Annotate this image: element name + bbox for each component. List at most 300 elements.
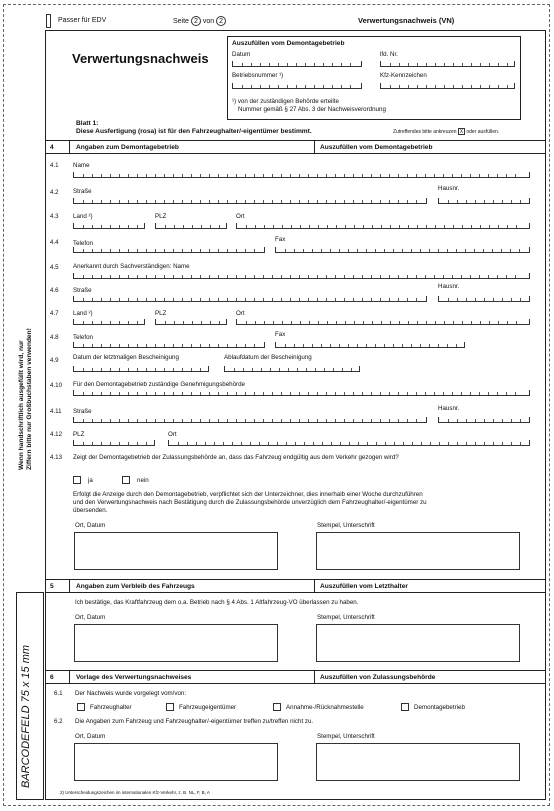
field-tick — [322, 442, 323, 445]
field-tick — [407, 200, 408, 203]
strasse-field[interactable] — [73, 198, 427, 204]
ort-field[interactable] — [236, 319, 530, 325]
field-tick — [439, 442, 440, 445]
field-tick — [323, 85, 324, 88]
field-tick — [420, 249, 421, 252]
field-tick — [443, 392, 444, 395]
field-tick — [209, 392, 210, 395]
field-tick — [209, 298, 210, 301]
field-tick — [489, 85, 490, 88]
page-indicator — [173, 16, 226, 26]
field-tick — [335, 298, 336, 301]
field-tick — [227, 392, 228, 395]
field-tick — [245, 298, 246, 301]
field-tick — [281, 200, 282, 203]
field-tick — [290, 298, 291, 301]
field-tick — [493, 442, 494, 445]
field-tick — [416, 174, 417, 177]
field-tick — [110, 321, 111, 324]
field-tick — [408, 321, 409, 324]
field-tick — [371, 298, 372, 301]
anerkannt-label: Anerkannt durch Sachverständigen: Name — [73, 263, 190, 270]
field-tick — [309, 225, 310, 228]
field-tick — [479, 392, 480, 395]
field-tick — [384, 249, 385, 252]
field-tick — [371, 174, 372, 177]
ja-checkbox[interactable] — [73, 476, 81, 484]
field-tick — [511, 200, 512, 203]
field-tick — [502, 298, 503, 301]
ort-field[interactable] — [236, 223, 530, 229]
field-tick — [308, 275, 309, 278]
field-tick — [218, 249, 219, 252]
hausnr-field[interactable] — [438, 417, 530, 423]
field-tick — [110, 298, 111, 301]
field-tick — [92, 298, 93, 301]
anerkannt-field[interactable] — [73, 273, 530, 279]
field-tick — [515, 275, 516, 278]
ort-label: Ort — [236, 310, 245, 317]
letzte-bescheinigung-field[interactable] — [73, 366, 209, 372]
field-tick — [303, 344, 304, 347]
field-tick — [306, 368, 307, 371]
field-tick — [470, 174, 471, 177]
field-tick — [497, 392, 498, 395]
field-tick — [435, 85, 436, 88]
land-field[interactable] — [73, 319, 145, 325]
field-tick — [300, 225, 301, 228]
page-of: von — [202, 18, 215, 25]
demontagebetrieb-checkbox[interactable] — [401, 703, 409, 711]
field-tick — [101, 344, 102, 347]
angaben-text: Die Angaben zum Fahrzeug und Fahrzeughalter/-eigentümer treffen zu/treffen nicht zu. — [75, 718, 314, 725]
fax-field[interactable] — [275, 247, 530, 253]
stempel-box[interactable] — [316, 743, 520, 781]
field-tick — [444, 321, 445, 324]
field-tick — [173, 419, 174, 422]
plz-field[interactable] — [155, 223, 227, 229]
ja-label: ja — [88, 477, 93, 484]
sec4-top-line — [45, 140, 546, 141]
field-tick — [389, 200, 390, 203]
field-tick — [146, 298, 147, 301]
field-tick — [261, 368, 262, 371]
field-tick — [273, 321, 274, 324]
ort-label: Ort — [236, 213, 245, 220]
field-tick — [101, 392, 102, 395]
field-tick — [254, 344, 255, 347]
field-tick — [146, 419, 147, 422]
field-tick — [326, 298, 327, 301]
ort-datum-box[interactable] — [74, 624, 278, 662]
field-tick — [380, 174, 381, 177]
field-tick — [462, 321, 463, 324]
field-tick — [272, 174, 273, 177]
field-tick — [299, 298, 300, 301]
sec4-divider — [69, 140, 70, 153]
sec5-divider — [69, 579, 70, 592]
row-num: 4.5 — [50, 264, 59, 271]
field-tick — [507, 85, 508, 88]
field-tick — [119, 298, 120, 301]
ort-datum-box[interactable] — [74, 743, 278, 781]
field-tick — [232, 442, 233, 445]
blatt-label: Blatt 1: — [76, 120, 99, 127]
field-tick — [236, 298, 237, 301]
field-tick — [309, 321, 310, 324]
field-tick — [110, 442, 111, 445]
field-tick — [416, 275, 417, 278]
field-tick — [236, 275, 237, 278]
field-tick — [471, 63, 472, 66]
field-tick — [119, 392, 120, 395]
field-tick — [372, 225, 373, 228]
field-tick — [223, 442, 224, 445]
field-tick — [371, 392, 372, 395]
field-tick — [456, 249, 457, 252]
fahrzeughalter-label: Fahrzeughalter — [90, 704, 132, 711]
stempel-box[interactable] — [316, 624, 520, 662]
annahmestelle-checkbox[interactable] — [273, 703, 281, 711]
field-tick — [83, 368, 84, 371]
field-tick — [101, 225, 102, 228]
para-line1: Erfolgt die Anzeige durch den Demontagebetrieb, verpflichtet sich der Unterzeichner, dies innerhalb einer Woche durchzuführen — [73, 491, 423, 498]
field-tick — [376, 442, 377, 445]
field-tick — [263, 174, 264, 177]
field-tick — [444, 85, 445, 88]
fahrzeugeigentuemer-checkbox[interactable] — [166, 703, 174, 711]
row-num: 4.4 — [50, 239, 59, 246]
field-tick — [254, 200, 255, 203]
field-tick — [101, 174, 102, 177]
hausnr-field[interactable] — [438, 198, 530, 204]
field-tick — [475, 419, 476, 422]
field-tick — [443, 174, 444, 177]
field-tick — [200, 419, 201, 422]
row-num: 6.2 — [54, 718, 63, 725]
side-line1: Wenn handschriftlich ausgefüllt wird, nur — [18, 340, 25, 470]
field-tick — [327, 225, 328, 228]
field-tick — [390, 85, 391, 88]
field-tick — [399, 63, 400, 66]
field-tick — [390, 225, 391, 228]
field-tick — [407, 392, 408, 395]
behoerde-field[interactable] — [73, 390, 530, 396]
field-tick — [128, 249, 129, 252]
hausnr-label: Hausnr. — [438, 185, 460, 192]
plz-field[interactable] — [73, 440, 155, 446]
field-tick — [164, 419, 165, 422]
land-field[interactable] — [73, 223, 145, 229]
field-tick — [245, 200, 246, 203]
field-tick — [466, 442, 467, 445]
field-tick — [448, 442, 449, 445]
field-tick — [165, 225, 166, 228]
field-tick — [348, 249, 349, 252]
field-tick — [453, 85, 454, 88]
kfz-field[interactable] — [380, 83, 515, 89]
field-tick — [254, 298, 255, 301]
field-tick — [83, 249, 84, 252]
field-tick — [254, 419, 255, 422]
field-tick — [479, 174, 480, 177]
field-tick — [272, 275, 273, 278]
field-tick — [480, 321, 481, 324]
field-tick — [236, 200, 237, 203]
field-tick — [182, 200, 183, 203]
field-tick — [164, 392, 165, 395]
sec5-right: Auszufüllen vom Letzthalter — [320, 583, 408, 590]
field-tick — [155, 344, 156, 347]
field-tick — [408, 225, 409, 228]
field-tick — [101, 321, 102, 324]
form-title: Verwertungsnachweis — [72, 51, 209, 66]
field-tick — [245, 344, 246, 347]
field-tick — [173, 249, 174, 252]
field-tick — [407, 298, 408, 301]
field-tick — [191, 174, 192, 177]
field-tick — [290, 392, 291, 395]
field-tick — [354, 225, 355, 228]
edv-marker — [46, 14, 51, 28]
behoerde-label: Für den Demontagebetrieb zuständige Genehmigungsbehörde — [73, 381, 245, 388]
field-tick — [497, 275, 498, 278]
field-tick — [278, 85, 279, 88]
field-tick — [182, 298, 183, 301]
field-tick — [416, 298, 417, 301]
ablaufdatum-field[interactable] — [224, 366, 360, 372]
field-tick — [164, 344, 165, 347]
field-tick — [201, 321, 202, 324]
field-tick — [146, 392, 147, 395]
field-tick — [336, 321, 337, 324]
field-tick — [255, 225, 256, 228]
field-tick — [227, 344, 228, 347]
field-tick — [191, 344, 192, 347]
field-tick — [304, 442, 305, 445]
field-tick — [435, 321, 436, 324]
field-tick — [435, 63, 436, 66]
field-tick — [498, 225, 499, 228]
field-tick — [474, 249, 475, 252]
field-tick — [362, 275, 363, 278]
sec5-num: 5 — [50, 583, 54, 590]
plz-field[interactable] — [155, 319, 227, 325]
strasse-field[interactable] — [73, 296, 427, 302]
field-tick — [394, 442, 395, 445]
ort-field[interactable] — [168, 440, 530, 446]
field-tick — [282, 321, 283, 324]
field-tick — [484, 200, 485, 203]
field-tick — [402, 249, 403, 252]
field-tick — [308, 200, 309, 203]
field-tick — [398, 200, 399, 203]
field-tick — [466, 298, 467, 301]
fahrzeughalter-checkbox[interactable] — [77, 703, 85, 711]
field-tick — [299, 392, 300, 395]
field-tick — [447, 249, 448, 252]
field-tick — [519, 249, 520, 252]
fax-field[interactable] — [275, 342, 465, 348]
field-tick — [200, 174, 201, 177]
field-tick — [272, 419, 273, 422]
field-tick — [128, 174, 129, 177]
kfz-label: Kfz-Kennzeichen — [380, 72, 427, 79]
field-tick — [288, 368, 289, 371]
field-tick — [227, 275, 228, 278]
field-tick — [263, 200, 264, 203]
field-tick — [110, 200, 111, 203]
datum-field[interactable] — [232, 61, 362, 67]
field-tick — [110, 419, 111, 422]
field-tick — [254, 275, 255, 278]
field-tick — [416, 392, 417, 395]
field-tick — [461, 392, 462, 395]
field-tick — [173, 298, 174, 301]
field-tick — [128, 419, 129, 422]
field-tick — [448, 200, 449, 203]
field-tick — [362, 174, 363, 177]
name-field[interactable] — [73, 172, 530, 178]
field-tick — [92, 392, 93, 395]
strasse-field[interactable] — [73, 417, 427, 423]
sec6-bottom-line — [45, 683, 546, 684]
nein-checkbox[interactable] — [122, 476, 130, 484]
sec4-title: Angaben zum Demontagebetrieb — [76, 144, 179, 151]
field-tick — [218, 419, 219, 422]
field-tick — [182, 419, 183, 422]
field-tick — [516, 225, 517, 228]
field-tick — [187, 442, 188, 445]
field-tick — [128, 321, 129, 324]
field-tick — [380, 298, 381, 301]
field-tick — [492, 249, 493, 252]
field-tick — [281, 275, 282, 278]
field-tick — [416, 419, 417, 422]
field-tick — [219, 321, 220, 324]
field-tick — [327, 321, 328, 324]
field-tick — [335, 419, 336, 422]
field-tick — [250, 442, 251, 445]
field-tick — [362, 392, 363, 395]
field-tick — [92, 442, 93, 445]
field-tick — [101, 368, 102, 371]
field-tick — [493, 200, 494, 203]
field-tick — [308, 298, 309, 301]
sec6-num: 6 — [50, 674, 54, 681]
field-tick — [119, 344, 120, 347]
stempel-box[interactable] — [316, 532, 520, 570]
field-tick — [398, 275, 399, 278]
hausnr-label: Hausnr. — [438, 405, 460, 412]
field-tick — [119, 174, 120, 177]
field-tick — [101, 298, 102, 301]
ort-datum-box[interactable] — [74, 532, 278, 570]
field-tick — [411, 249, 412, 252]
field-tick — [349, 442, 350, 445]
sec6-top-line — [45, 670, 546, 671]
ort-datum-label: Ort, Datum — [75, 522, 106, 529]
field-tick — [137, 200, 138, 203]
hausnr-field[interactable] — [438, 296, 530, 302]
telefon-field[interactable] — [73, 247, 265, 253]
field-tick — [402, 344, 403, 347]
field-tick — [330, 344, 331, 347]
field-tick — [137, 321, 138, 324]
field-tick — [164, 174, 165, 177]
telefon-field[interactable] — [73, 342, 265, 348]
field-tick — [137, 249, 138, 252]
field-tick — [272, 200, 273, 203]
field-tick — [344, 275, 345, 278]
field-tick — [407, 174, 408, 177]
field-tick — [506, 174, 507, 177]
betriebsnummer-field[interactable] — [232, 83, 362, 89]
field-tick — [453, 321, 454, 324]
field-tick — [259, 442, 260, 445]
field-tick — [209, 174, 210, 177]
field-tick — [461, 174, 462, 177]
field-tick — [353, 392, 354, 395]
field-tick — [236, 249, 237, 252]
field-tick — [128, 442, 129, 445]
field-tick — [83, 225, 84, 228]
field-tick — [281, 419, 282, 422]
field-tick — [92, 321, 93, 324]
field-tick — [227, 298, 228, 301]
field-tick — [83, 344, 84, 347]
field-tick — [137, 344, 138, 347]
field-tick — [502, 419, 503, 422]
sec6-divider-2 — [314, 670, 315, 683]
field-tick — [336, 225, 337, 228]
field-tick — [493, 298, 494, 301]
field-tick — [443, 275, 444, 278]
field-tick — [92, 174, 93, 177]
field-tick — [218, 174, 219, 177]
field-tick — [335, 392, 336, 395]
field-tick — [137, 419, 138, 422]
field-tick — [110, 275, 111, 278]
field-tick — [341, 85, 342, 88]
field-tick — [434, 174, 435, 177]
field-tick — [314, 85, 315, 88]
land-label: Land ²) — [73, 310, 93, 317]
field-tick — [489, 225, 490, 228]
field-tick — [296, 85, 297, 88]
field-tick — [164, 249, 165, 252]
field-tick — [489, 321, 490, 324]
field-tick — [417, 63, 418, 66]
field-tick — [426, 225, 427, 228]
field-tick — [507, 321, 508, 324]
field-tick — [498, 63, 499, 66]
passer-label: Passer für EDV — [58, 17, 107, 24]
ort-label: Ort — [168, 431, 177, 438]
field-tick — [270, 368, 271, 371]
lfd-nr-field[interactable] — [380, 61, 515, 67]
field-tick — [430, 442, 431, 445]
field-tick — [200, 298, 201, 301]
field-tick — [390, 63, 391, 66]
field-tick — [155, 174, 156, 177]
field-tick — [444, 225, 445, 228]
field-tick — [192, 225, 193, 228]
field-tick — [137, 442, 138, 445]
field-tick — [332, 63, 333, 66]
field-tick — [398, 174, 399, 177]
field-tick — [182, 344, 183, 347]
